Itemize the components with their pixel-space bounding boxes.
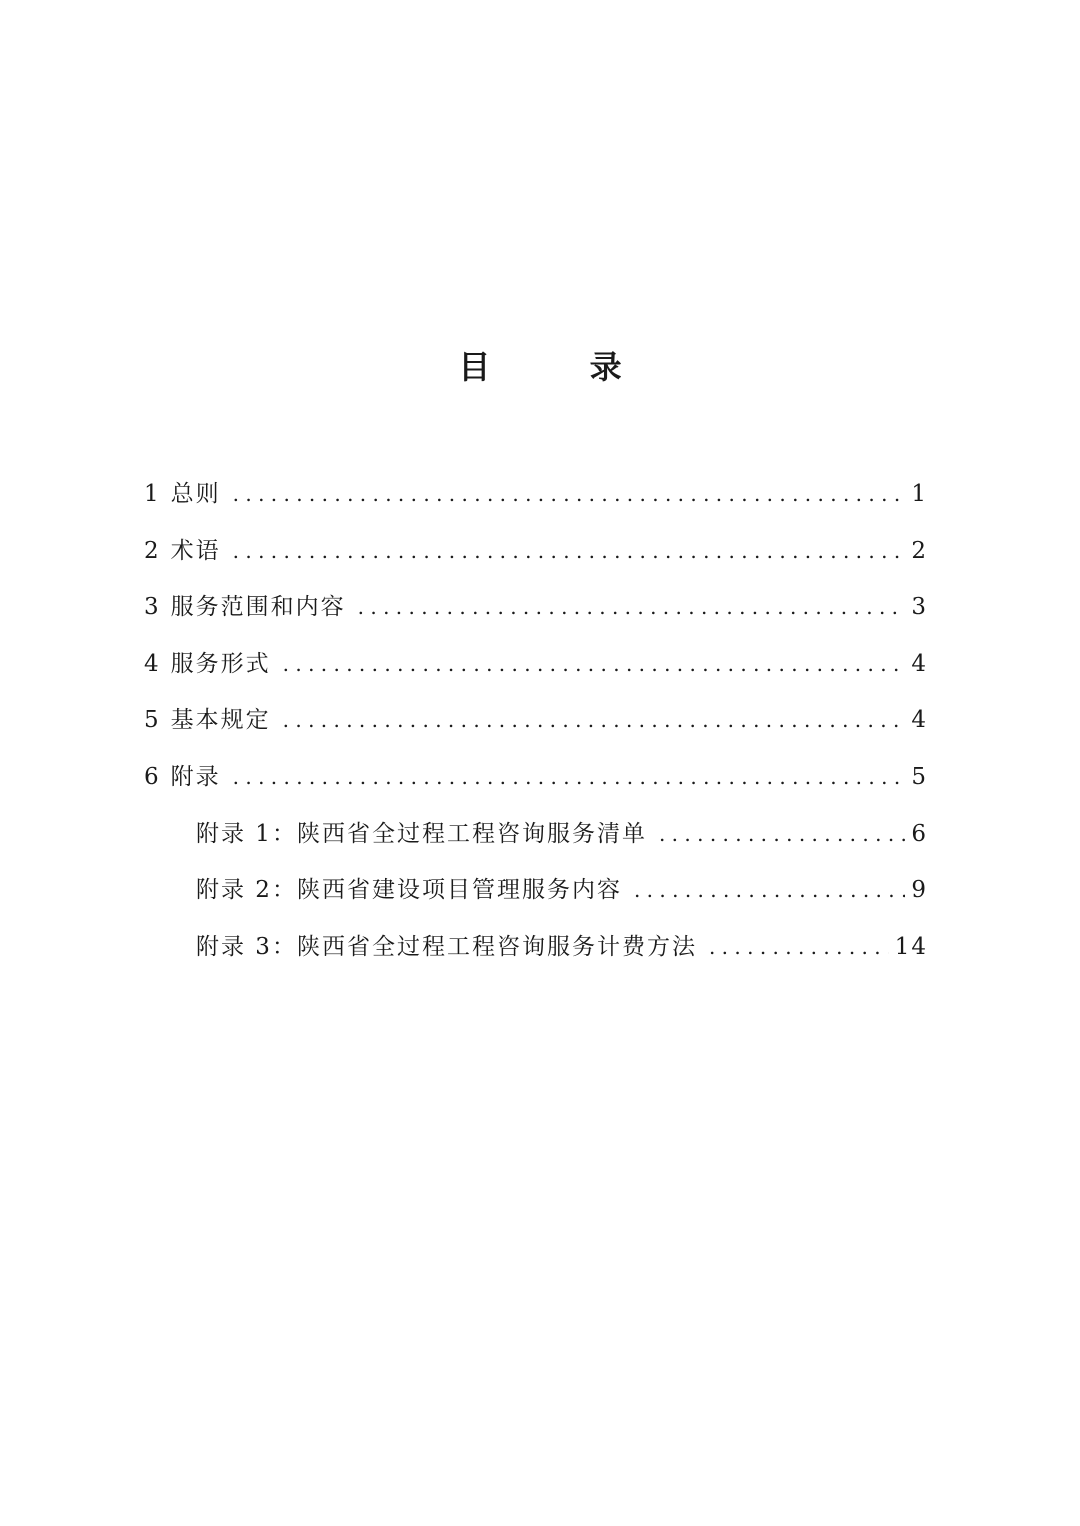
- toc-entry-basic-rules[interactable]: [144, 700, 928, 757]
- toc-entry-number: 2: [144, 537, 161, 564]
- toc-entry-label: 总则: [170, 481, 221, 507]
- toc-dot-leader: [358, 587, 906, 627]
- toc-entry-general-provisions[interactable]: [144, 474, 928, 531]
- toc-dot-leader: [709, 927, 889, 967]
- toc-entry-label: 附录: [170, 763, 221, 790]
- toc-subentry-label: 附录 2：陕西省建设项目管理服务内容: [196, 877, 622, 904]
- toc-subentry-label: 附录 1：陕西省全过程工程咨询服务清单: [196, 820, 647, 847]
- toc-entry-number: 6: [144, 763, 161, 790]
- toc-dot-leader: [233, 531, 906, 571]
- toc-dot-leader: [634, 870, 905, 910]
- toc-dot-leader: [659, 814, 905, 854]
- toc-subentry-page: 14: [894, 933, 928, 960]
- toc-entry-number: 5: [144, 707, 161, 734]
- toc-entry-number: 4: [144, 650, 161, 677]
- toc-entry-label: 服务形式: [170, 650, 271, 677]
- toc-entry-number: 1: [144, 481, 161, 507]
- toc-entry-service-scope[interactable]: [144, 587, 928, 644]
- toc-subentry-appendix-2[interactable]: [144, 870, 928, 927]
- toc-entry-page: 4: [911, 650, 928, 677]
- toc-subentry-label: 附录 3：陕西省全过程工程咨询服务计费方法: [196, 933, 697, 960]
- toc-entry-page: 4: [911, 707, 928, 734]
- toc-entry-number: 3: [144, 594, 161, 621]
- toc-dot-leader: [283, 700, 906, 740]
- toc-entry-page: 3: [911, 594, 928, 621]
- toc-dot-leader: [283, 644, 906, 684]
- toc-entry-page: 1: [911, 481, 928, 507]
- page-title: 目 录: [458, 348, 666, 386]
- toc-entry-label: 术语: [170, 537, 221, 564]
- toc-entry-terms[interactable]: [144, 531, 928, 588]
- toc-entry-label: 基本规定: [170, 707, 271, 734]
- toc-subentry-appendix-1[interactable]: [144, 814, 928, 871]
- toc-entry-service-form[interactable]: [144, 644, 928, 701]
- toc-subentry-page: 6: [911, 820, 928, 847]
- table-of-contents: [144, 474, 928, 983]
- toc-dot-leader: [233, 474, 906, 514]
- toc-entry-label: 服务范围和内容: [170, 594, 346, 621]
- toc-subentry-appendix-3[interactable]: [144, 927, 928, 984]
- toc-entry-page: 2: [911, 537, 928, 564]
- toc-entry-appendix[interactable]: [144, 757, 928, 814]
- toc-entry-page: 5: [911, 763, 928, 790]
- toc-subentry-page: 9: [911, 877, 928, 904]
- toc-dot-leader: [233, 757, 906, 797]
